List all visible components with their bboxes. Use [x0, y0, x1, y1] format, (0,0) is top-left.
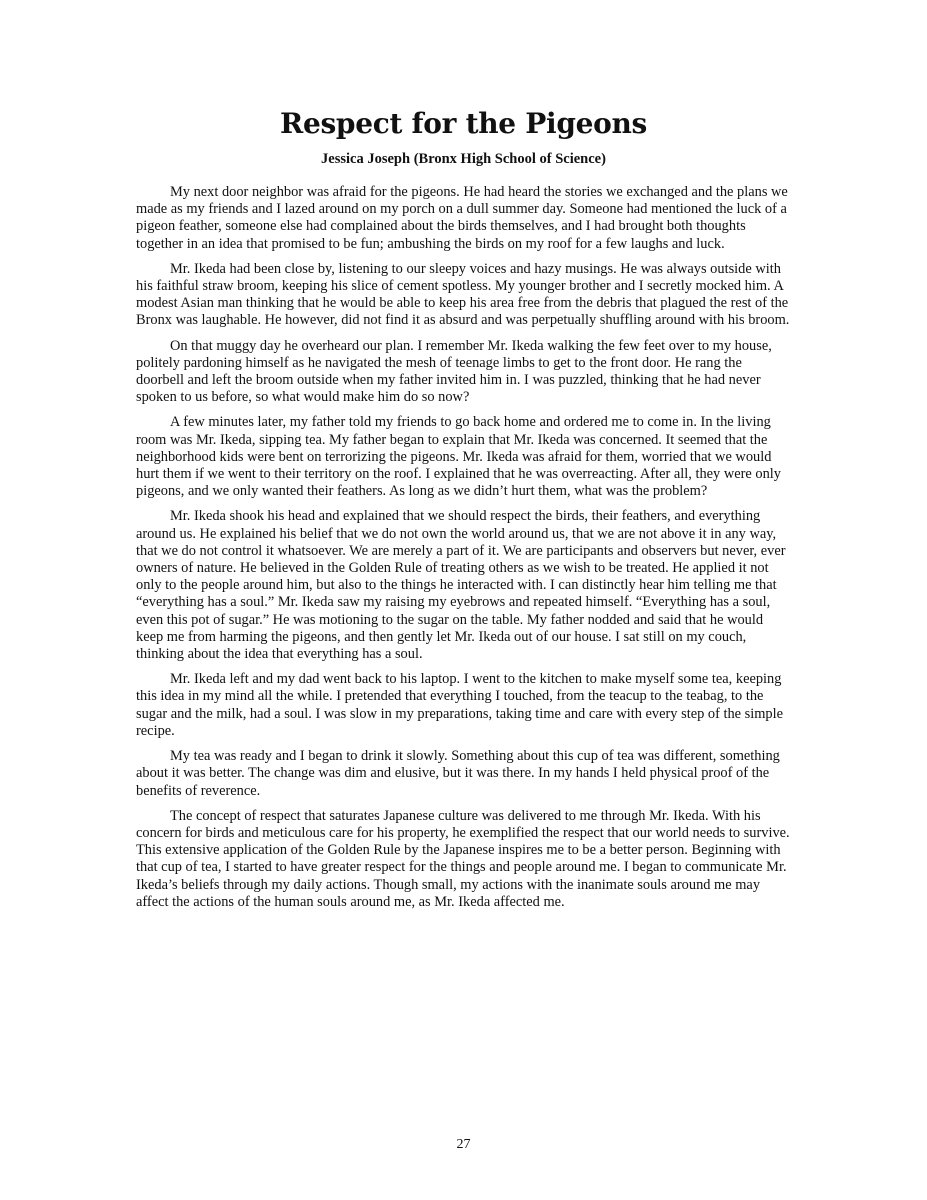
paragraph: Mr. Ikeda had been close by, listening to our sleepy voices and hazy musings. He was always outside with his faithful straw broom, keeping his slice of cement spotless. My younger brother and I secretly mocked him. A modest Asian man thinking that he would be able to keep his area free from the debris that plagued the rest of the Bronx was laughable. He however, did not find it as absurd and was perpetually shuffling around with his broom.: [136, 260, 790, 329]
paragraph: Mr. Ikeda shook his head and explained that we should respect the birds, their feathers, and everything around us. He explained his belief that we do not own the world around us, that we are not above it in any way, that we do not control it whatsoever. We are merely a part of it. We are participants and observers but never, ever owners of nature. He believed in the Golden Rule of treating others as we wish to be treated. He applied it not only to the people around him, but also to the things he interacted with. I can distinctly hear him telling me that “everything has a soul.” Mr. Ikeda saw my raising my eyebrows and repeated himself. “Everything has a soul, even this pot of sugar.” He was motioning to the sugar on the table. My father nodded and said that he would keep me from harming the pigeons, and then gently let Mr. Ikeda out of our house. I sat still on my couch, thinking about the idea that everything has a soul.: [136, 508, 786, 663]
paragraph: My next door neighbor was afraid for the pigeons. He had heard the stories we exchanged and the plans we made as my friends and I lazed around on my porch on a dull summer day. Someone had mentioned the luck of a pigeon feather, someone else had complained about the birds themselves, and I had brought both thoughts together in an idea that promised to be fun; ambushing the birds on my roof for a few laughs and luck.: [136, 184, 788, 252]
paragraph: A few minutes later, my father told my friends to go back home and ordered me to come in. In the living room was Mr. Ikeda, sipping tea. My father began to explain that Mr. Ikeda was concerned. It seemed that the neighborhood kids were bent on terrorizing the pigeons. Mr. Ikeda was afraid for them, worried that we would hurt them if we went to their territory on the roof. I explained that he was overreacting. After all, they were only pigeons, and we only wanted their feathers. As long as we didn’t hurt them, what was the problem?: [136, 414, 781, 500]
article-body: [136, 184, 792, 919]
page-number: 27: [456, 1137, 471, 1152]
paragraph: My tea was ready and I began to drink it slowly. Something about this cup of tea was different, something about it was better. The change was dim and elusive, but it was there. In my hands I held physical proof of the benefits of reverence.: [136, 748, 780, 799]
paragraph: Mr. Ikeda left and my dad went back to his laptop. I went to the kitchen to make myself some tea, keeping this idea in my mind all the while. I pretended that everything I touched, from the teacup to the teabag, to the sugar and the milk, had a soul. I was slow in my preparations, taking time and care with every step of the simple recipe.: [136, 671, 784, 739]
paragraph: On that muggy day he overheard our plan. I remember Mr. Ikeda walking the few feet over to my house, politely pardoning himself as he navigated the mesh of teenage limbs to get to the front door. He rang the doorbell and left the broom outside when my father invited him in. I was puzzled, thinking that he had never spoken to us before, so what would make him do so now?: [136, 337, 772, 406]
paragraph: The concept of respect that saturates Japanese culture was delivered to me through Mr. Ikeda. With his concern for birds and meticulous care for his property, he exemplified the respect that our world needs to survive. This extensive application of the Golden Rule by the Japanese inspires me to be a better person. Beginning with that cup of tea, I started to have greater respect for the things and people around me. I began to communicate Mr. Ikeda’s beliefs through my daily actions. Though small, my actions with the inanimate souls around me may affect the actions of the human souls around me, as Mr. Ikeda affected me.: [136, 807, 790, 910]
author-byline: Jessica Joseph (Bronx High School of Science): [321, 151, 606, 167]
article-title: Respect for the Pigeons: [279, 107, 648, 140]
